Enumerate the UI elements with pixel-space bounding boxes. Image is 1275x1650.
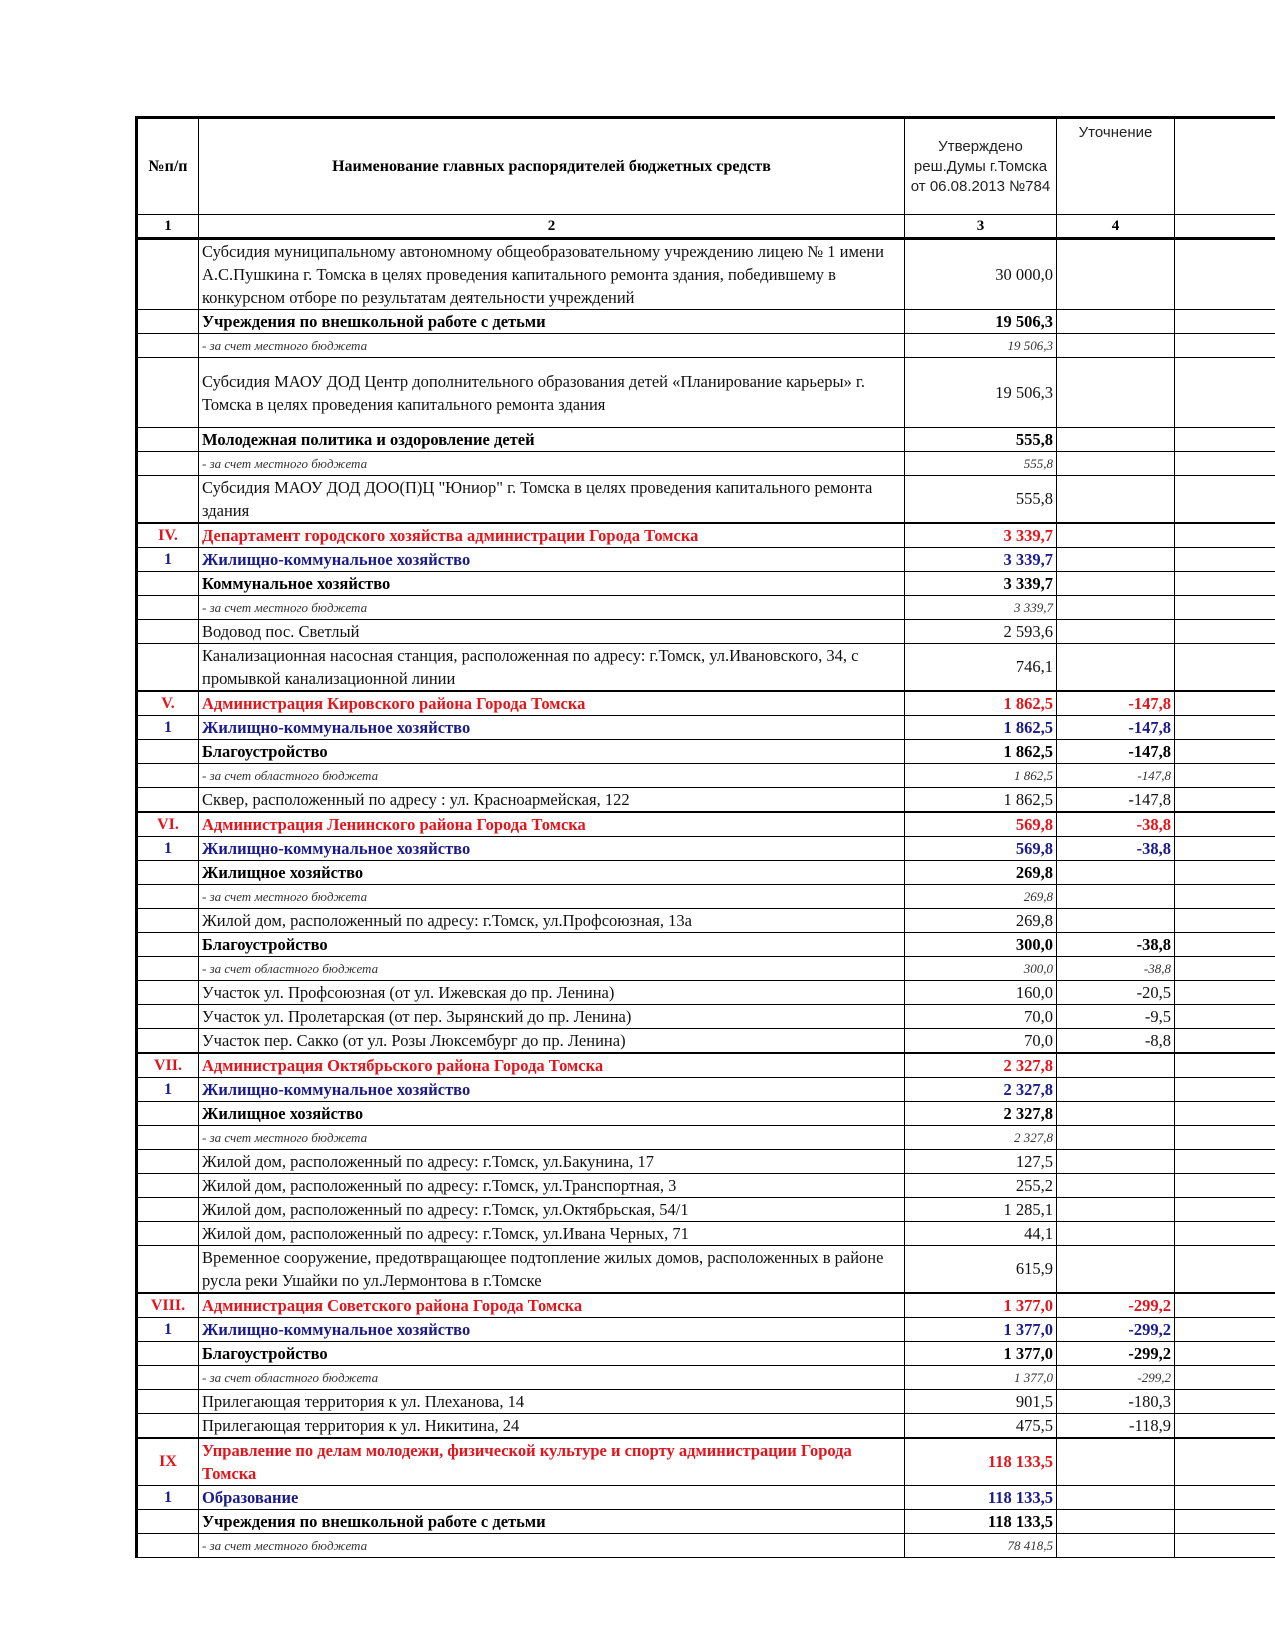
row-name: - за счет местного бюджета (199, 596, 905, 620)
row-change-amount (1057, 1102, 1175, 1126)
row-change-amount (1057, 476, 1175, 524)
row-col5 (1175, 1126, 1275, 1150)
row-approved-amount: 1 377,0 (905, 1342, 1057, 1366)
row-change-amount (1057, 452, 1175, 476)
table-row-item (137, 620, 1275, 644)
row-col5 (1175, 476, 1275, 524)
row-change-amount (1057, 1438, 1175, 1486)
table-row-sect (137, 1318, 1275, 1342)
row-change-amount (1057, 1053, 1175, 1078)
table-header-row (137, 118, 1275, 215)
row-number (137, 861, 199, 885)
row-number (137, 239, 199, 310)
row-col5 (1175, 452, 1275, 476)
row-number: 1 (137, 716, 199, 740)
row-number (137, 1005, 199, 1029)
row-number (137, 428, 199, 452)
row-number (137, 1246, 199, 1294)
budget-document-page (135, 116, 1275, 1558)
table-row-sub (137, 933, 1275, 957)
table-row-src (137, 764, 1275, 788)
row-number (137, 620, 199, 644)
row-col5 (1175, 1246, 1275, 1294)
row-change-amount: -147,8 (1057, 788, 1175, 813)
row-name: - за счет областного бюджета (199, 957, 905, 981)
row-approved-amount: 615,9 (905, 1246, 1057, 1294)
row-change-amount (1057, 310, 1175, 334)
row-approved-amount: 78 418,5 (905, 1534, 1057, 1558)
row-approved-amount: 1 862,5 (905, 691, 1057, 716)
row-col5 (1175, 1293, 1275, 1318)
row-name: Субсидия МАОУ ДОД ДОО(П)Ц "Юниор" г. Томска в целях проведения капитального ремонта здания (199, 476, 905, 524)
row-name: Жилищное хозяйство (199, 1102, 905, 1126)
row-col5 (1175, 909, 1275, 933)
row-change-amount (1057, 358, 1175, 428)
row-name: - за счет местного бюджета (199, 885, 905, 909)
row-number (137, 885, 199, 909)
row-number (137, 764, 199, 788)
row-approved-amount: 746,1 (905, 644, 1057, 692)
row-col5 (1175, 523, 1275, 548)
table-row-item (137, 239, 1275, 310)
row-number (137, 933, 199, 957)
row-approved-amount: 1 377,0 (905, 1318, 1057, 1342)
row-number (137, 1102, 199, 1126)
row-change-amount: -299,2 (1057, 1293, 1175, 1318)
row-col5 (1175, 837, 1275, 861)
row-approved-amount: 3 339,7 (905, 548, 1057, 572)
row-col5 (1175, 1414, 1275, 1439)
row-approved-amount: 118 133,5 (905, 1438, 1057, 1486)
row-col5 (1175, 1438, 1275, 1486)
row-name: Администрация Ленинского района Города Томска (199, 812, 905, 837)
table-row-item (137, 358, 1275, 428)
row-number (137, 452, 199, 476)
table-row-sub (137, 1102, 1275, 1126)
table-row-src (137, 334, 1275, 358)
row-name: Благоустройство (199, 740, 905, 764)
row-change-amount (1057, 596, 1175, 620)
row-approved-amount: 3 339,7 (905, 596, 1057, 620)
row-number (137, 358, 199, 428)
row-number: VI. (137, 812, 199, 837)
row-approved-amount: 555,8 (905, 428, 1057, 452)
row-number (137, 476, 199, 524)
row-col5 (1175, 1486, 1275, 1510)
row-approved-amount: 269,8 (905, 861, 1057, 885)
row-approved-amount: 2 327,8 (905, 1078, 1057, 1102)
table-row-sect (137, 837, 1275, 861)
row-number (137, 981, 199, 1005)
table-row-dept (137, 812, 1275, 837)
row-name: Прилегающая территория к ул. Плеханова, 14 (199, 1390, 905, 1414)
table-row-dept (137, 691, 1275, 716)
budget-table (135, 116, 1275, 1558)
table-row-item (137, 981, 1275, 1005)
row-approved-amount: 1 862,5 (905, 764, 1057, 788)
row-change-amount (1057, 644, 1175, 692)
row-change-amount (1057, 523, 1175, 548)
row-number: V. (137, 691, 199, 716)
row-approved-amount: 2 327,8 (905, 1053, 1057, 1078)
row-approved-amount: 1 285,1 (905, 1198, 1057, 1222)
row-name: Администрация Октябрьского района Города Томска (199, 1053, 905, 1078)
table-row-sub (137, 310, 1275, 334)
row-change-amount (1057, 1222, 1175, 1246)
row-number: 1 (137, 1078, 199, 1102)
header-col5 (1175, 118, 1275, 215)
row-approved-amount: 127,5 (905, 1150, 1057, 1174)
table-row-dept (137, 1438, 1275, 1486)
row-change-amount (1057, 1486, 1175, 1510)
table-row-dept (137, 1293, 1275, 1318)
table-row-item (137, 1222, 1275, 1246)
row-number (137, 1198, 199, 1222)
row-change-amount: -147,8 (1057, 740, 1175, 764)
row-change-amount (1057, 1150, 1175, 1174)
row-change-amount (1057, 1510, 1175, 1534)
row-col5 (1175, 572, 1275, 596)
table-row-sub (137, 428, 1275, 452)
row-col5 (1175, 1342, 1275, 1366)
row-change-amount (1057, 548, 1175, 572)
table-row-src (137, 885, 1275, 909)
table-row-src (137, 452, 1275, 476)
table-row-sub (137, 1342, 1275, 1366)
row-number (137, 644, 199, 692)
row-number (137, 334, 199, 358)
table-row-src (137, 1534, 1275, 1558)
row-col5 (1175, 1078, 1275, 1102)
column-numbers-row (137, 215, 1275, 239)
row-change-amount (1057, 1246, 1175, 1294)
row-col5 (1175, 1318, 1275, 1342)
row-col5 (1175, 1366, 1275, 1390)
row-name: Жилой дом, расположенный по адресу: г.Томск, ул.Ивана Черных, 71 (199, 1222, 905, 1246)
row-change-amount: -147,8 (1057, 764, 1175, 788)
row-name: - за счет областного бюджета (199, 1366, 905, 1390)
row-col5 (1175, 596, 1275, 620)
row-change-amount: -299,2 (1057, 1318, 1175, 1342)
row-number (137, 740, 199, 764)
row-name: Участок пер. Сакко (от ул. Розы Люксембург до пр. Ленина) (199, 1029, 905, 1054)
row-change-amount: -118,9 (1057, 1414, 1175, 1439)
row-col5 (1175, 933, 1275, 957)
row-number (137, 1342, 199, 1366)
row-approved-amount: 30 000,0 (905, 239, 1057, 310)
row-col5 (1175, 1174, 1275, 1198)
row-name: Временное сооружение, предотвращающее подтопление жилых домов, расположенных в районе русла реки Ушайки по ул.Лермонтова в г.Томске (199, 1246, 905, 1294)
row-change-amount (1057, 885, 1175, 909)
row-number (137, 1534, 199, 1558)
row-col5 (1175, 740, 1275, 764)
table-row-sect (137, 1486, 1275, 1510)
row-change-amount (1057, 1126, 1175, 1150)
row-name: Жилищно-коммунальное хозяйство (199, 716, 905, 740)
row-name: Жилой дом, расположенный по адресу: г.Томск, ул.Транспортная, 3 (199, 1174, 905, 1198)
row-change-amount: -8,8 (1057, 1029, 1175, 1054)
row-name: Канализационная насосная станция, расположенная по адресу: г.Томск, ул.Ивановского, 34, с промывкой канализационной линии (199, 644, 905, 692)
table-row-item (137, 1390, 1275, 1414)
row-change-amount (1057, 428, 1175, 452)
row-number (137, 957, 199, 981)
row-number (137, 1174, 199, 1198)
row-name: Водовод пос. Светлый (199, 620, 905, 644)
row-col5 (1175, 1222, 1275, 1246)
row-change-amount (1057, 861, 1175, 885)
header-number: №п/п (137, 118, 199, 215)
row-approved-amount: 569,8 (905, 812, 1057, 837)
row-col5 (1175, 764, 1275, 788)
row-col5 (1175, 428, 1275, 452)
row-approved-amount: 2 327,8 (905, 1102, 1057, 1126)
table-row-src (137, 1126, 1275, 1150)
table-row-item (137, 1005, 1275, 1029)
row-number (137, 1510, 199, 1534)
table-row-dept (137, 523, 1275, 548)
row-col5 (1175, 1534, 1275, 1558)
row-name: - за счет местного бюджета (199, 1126, 905, 1150)
row-approved-amount: 300,0 (905, 957, 1057, 981)
row-approved-amount: 3 339,7 (905, 523, 1057, 548)
row-approved-amount: 569,8 (905, 837, 1057, 861)
row-number (137, 596, 199, 620)
row-approved-amount: 70,0 (905, 1005, 1057, 1029)
table-row-dept (137, 1053, 1275, 1078)
row-col5 (1175, 644, 1275, 692)
row-col5 (1175, 1102, 1275, 1126)
row-name: Жилищно-коммунальное хозяйство (199, 548, 905, 572)
row-name: Жилищно-коммунальное хозяйство (199, 837, 905, 861)
row-name: Управление по делам молодежи, физической культуре и спорту администрации Города Томска (199, 1438, 905, 1486)
table-row-src (137, 957, 1275, 981)
row-approved-amount: 269,8 (905, 909, 1057, 933)
row-col5 (1175, 861, 1275, 885)
row-approved-amount: 1 377,0 (905, 1293, 1057, 1318)
row-number (137, 1222, 199, 1246)
row-name: - за счет местного бюджета (199, 452, 905, 476)
header-change: Уточнение (1057, 118, 1175, 215)
row-name: - за счет областного бюджета (199, 764, 905, 788)
row-col5 (1175, 885, 1275, 909)
row-approved-amount: 3 339,7 (905, 572, 1057, 596)
row-change-amount (1057, 1174, 1175, 1198)
row-col5 (1175, 334, 1275, 358)
row-col5 (1175, 981, 1275, 1005)
table-row-item (137, 909, 1275, 933)
row-col5 (1175, 691, 1275, 716)
row-change-amount: -9,5 (1057, 1005, 1175, 1029)
row-change-amount (1057, 1534, 1175, 1558)
table-row-sub (137, 740, 1275, 764)
row-name: Администрация Кировского района Города Томска (199, 691, 905, 716)
row-col5 (1175, 239, 1275, 310)
row-name: Благоустройство (199, 1342, 905, 1366)
table-row-item (137, 1414, 1275, 1439)
table-row-src (137, 596, 1275, 620)
row-change-amount (1057, 334, 1175, 358)
row-col5 (1175, 358, 1275, 428)
row-approved-amount: 19 506,3 (905, 358, 1057, 428)
row-name: Участок ул. Пролетарская (от пер. Зырянский до пр. Ленина) (199, 1005, 905, 1029)
row-name: Молодежная политика и оздоровление детей (199, 428, 905, 452)
row-change-amount: -147,8 (1057, 691, 1175, 716)
row-col5 (1175, 1150, 1275, 1174)
row-col5 (1175, 1198, 1275, 1222)
row-change-amount: -20,5 (1057, 981, 1175, 1005)
row-number (137, 1150, 199, 1174)
row-change-amount: -38,8 (1057, 933, 1175, 957)
table-row-item (137, 644, 1275, 692)
row-col5 (1175, 310, 1275, 334)
row-approved-amount: 44,1 (905, 1222, 1057, 1246)
row-col5 (1175, 957, 1275, 981)
row-approved-amount: 2 327,8 (905, 1126, 1057, 1150)
table-row-item (137, 1174, 1275, 1198)
table-row-item (137, 1150, 1275, 1174)
row-change-amount (1057, 620, 1175, 644)
row-name: Жилой дом, расположенный по адресу: г.Томск, ул.Профсоюзная, 13а (199, 909, 905, 933)
row-name: Прилегающая территория к ул. Никитина, 24 (199, 1414, 905, 1439)
row-col5 (1175, 1510, 1275, 1534)
row-approved-amount: 555,8 (905, 476, 1057, 524)
row-change-amount: -38,8 (1057, 957, 1175, 981)
row-name: Жилой дом, расположенный по адресу: г.Томск, ул.Октябрьская, 54/1 (199, 1198, 905, 1222)
header-name: Наименование главных распорядителей бюджетных средств (199, 118, 905, 215)
row-number (137, 1366, 199, 1390)
row-name: - за счет местного бюджета (199, 334, 905, 358)
row-change-amount: -38,8 (1057, 812, 1175, 837)
row-change-amount: -299,2 (1057, 1366, 1175, 1390)
table-row-item (137, 476, 1275, 524)
row-number (137, 310, 199, 334)
row-number: 1 (137, 837, 199, 861)
row-col5 (1175, 788, 1275, 813)
row-number: 1 (137, 1486, 199, 1510)
row-approved-amount: 269,8 (905, 885, 1057, 909)
table-row-sub (137, 861, 1275, 885)
row-col5 (1175, 620, 1275, 644)
row-approved-amount: 1 377,0 (905, 1366, 1057, 1390)
row-number (137, 909, 199, 933)
header-approved: Утверждено реш.Думы г.Томска от 06.08.2013 №784 (905, 118, 1057, 215)
row-number (137, 1126, 199, 1150)
row-name: Сквер, расположенный по адресу : ул. Красноармейская, 122 (199, 788, 905, 813)
row-approved-amount: 1 862,5 (905, 740, 1057, 764)
row-number (137, 1414, 199, 1439)
row-change-amount (1057, 1198, 1175, 1222)
row-name: Учреждения по внешкольной работе с детьми (199, 1510, 905, 1534)
row-number (137, 1390, 199, 1414)
row-col5 (1175, 548, 1275, 572)
row-change-amount (1057, 572, 1175, 596)
table-row-item (137, 788, 1275, 813)
row-name: Учреждения по внешкольной работе с детьми (199, 310, 905, 334)
row-name: Администрация Советского района Города Томска (199, 1293, 905, 1318)
table-body (137, 239, 1275, 1558)
row-change-amount: -38,8 (1057, 837, 1175, 861)
row-name: Субсидия муниципальному автономному общеобразовательному учреждению лицею № 1 имени А.С.Пушкина г. Томска в целях проведения капитального ремонта здания, победившему в конкурсном отборе по результатам деятельности учреждений (199, 239, 905, 310)
row-name: - за счет местного бюджета (199, 1534, 905, 1558)
row-name: Жилищно-коммунальное хозяйство (199, 1078, 905, 1102)
table-row-sub (137, 572, 1275, 596)
row-number: IX (137, 1438, 199, 1486)
row-change-amount (1057, 1078, 1175, 1102)
row-name: Жилищное хозяйство (199, 861, 905, 885)
row-approved-amount: 300,0 (905, 933, 1057, 957)
column-number (1175, 215, 1275, 239)
row-approved-amount: 118 133,5 (905, 1486, 1057, 1510)
table-row-sect (137, 548, 1275, 572)
row-col5 (1175, 1053, 1275, 1078)
column-number: 3 (905, 215, 1057, 239)
row-name: Жилой дом, расположенный по адресу: г.Томск, ул.Бакунина, 17 (199, 1150, 905, 1174)
row-change-amount: -299,2 (1057, 1342, 1175, 1366)
table-row-sect (137, 1078, 1275, 1102)
row-number (137, 788, 199, 813)
row-approved-amount: 901,5 (905, 1390, 1057, 1414)
table-row-sect (137, 716, 1275, 740)
column-number: 2 (199, 215, 905, 239)
row-number (137, 1029, 199, 1054)
row-col5 (1175, 716, 1275, 740)
table-row-sub (137, 1510, 1275, 1534)
row-approved-amount: 19 506,3 (905, 310, 1057, 334)
table-row-item (137, 1029, 1275, 1054)
row-number (137, 572, 199, 596)
table-row-src (137, 1366, 1275, 1390)
row-name: Жилищно-коммунальное хозяйство (199, 1318, 905, 1342)
row-approved-amount: 70,0 (905, 1029, 1057, 1054)
table-row-item (137, 1198, 1275, 1222)
row-number: IV. (137, 523, 199, 548)
row-name: Благоустройство (199, 933, 905, 957)
row-approved-amount: 555,8 (905, 452, 1057, 476)
row-number: 1 (137, 1318, 199, 1342)
row-approved-amount: 19 506,3 (905, 334, 1057, 358)
row-name: Коммунальное хозяйство (199, 572, 905, 596)
row-approved-amount: 2 593,6 (905, 620, 1057, 644)
table-row-item (137, 1246, 1275, 1294)
row-number: 1 (137, 548, 199, 572)
row-col5 (1175, 1029, 1275, 1054)
row-approved-amount: 160,0 (905, 981, 1057, 1005)
row-approved-amount: 118 133,5 (905, 1510, 1057, 1534)
row-name: Департамент городского хозяйства администрации Города Томска (199, 523, 905, 548)
row-col5 (1175, 812, 1275, 837)
row-approved-amount: 475,5 (905, 1414, 1057, 1439)
row-name: Участок ул. Профсоюзная (от ул. Ижевская до пр. Ленина) (199, 981, 905, 1005)
row-number: VIII. (137, 1293, 199, 1318)
row-change-amount (1057, 909, 1175, 933)
row-change-amount: -147,8 (1057, 716, 1175, 740)
row-approved-amount: 255,2 (905, 1174, 1057, 1198)
row-change-amount (1057, 239, 1175, 310)
row-approved-amount: 1 862,5 (905, 716, 1057, 740)
row-name: Субсидия МАОУ ДОД Центр дополнительного образования детей «Планирование карьеры» г. Томска в целях проведения капитального ремонта здания (199, 358, 905, 428)
row-col5 (1175, 1390, 1275, 1414)
row-name: Образование (199, 1486, 905, 1510)
row-change-amount: -180,3 (1057, 1390, 1175, 1414)
row-approved-amount: 1 862,5 (905, 788, 1057, 813)
column-number: 4 (1057, 215, 1175, 239)
row-number: VII. (137, 1053, 199, 1078)
column-number: 1 (137, 215, 199, 239)
row-col5 (1175, 1005, 1275, 1029)
